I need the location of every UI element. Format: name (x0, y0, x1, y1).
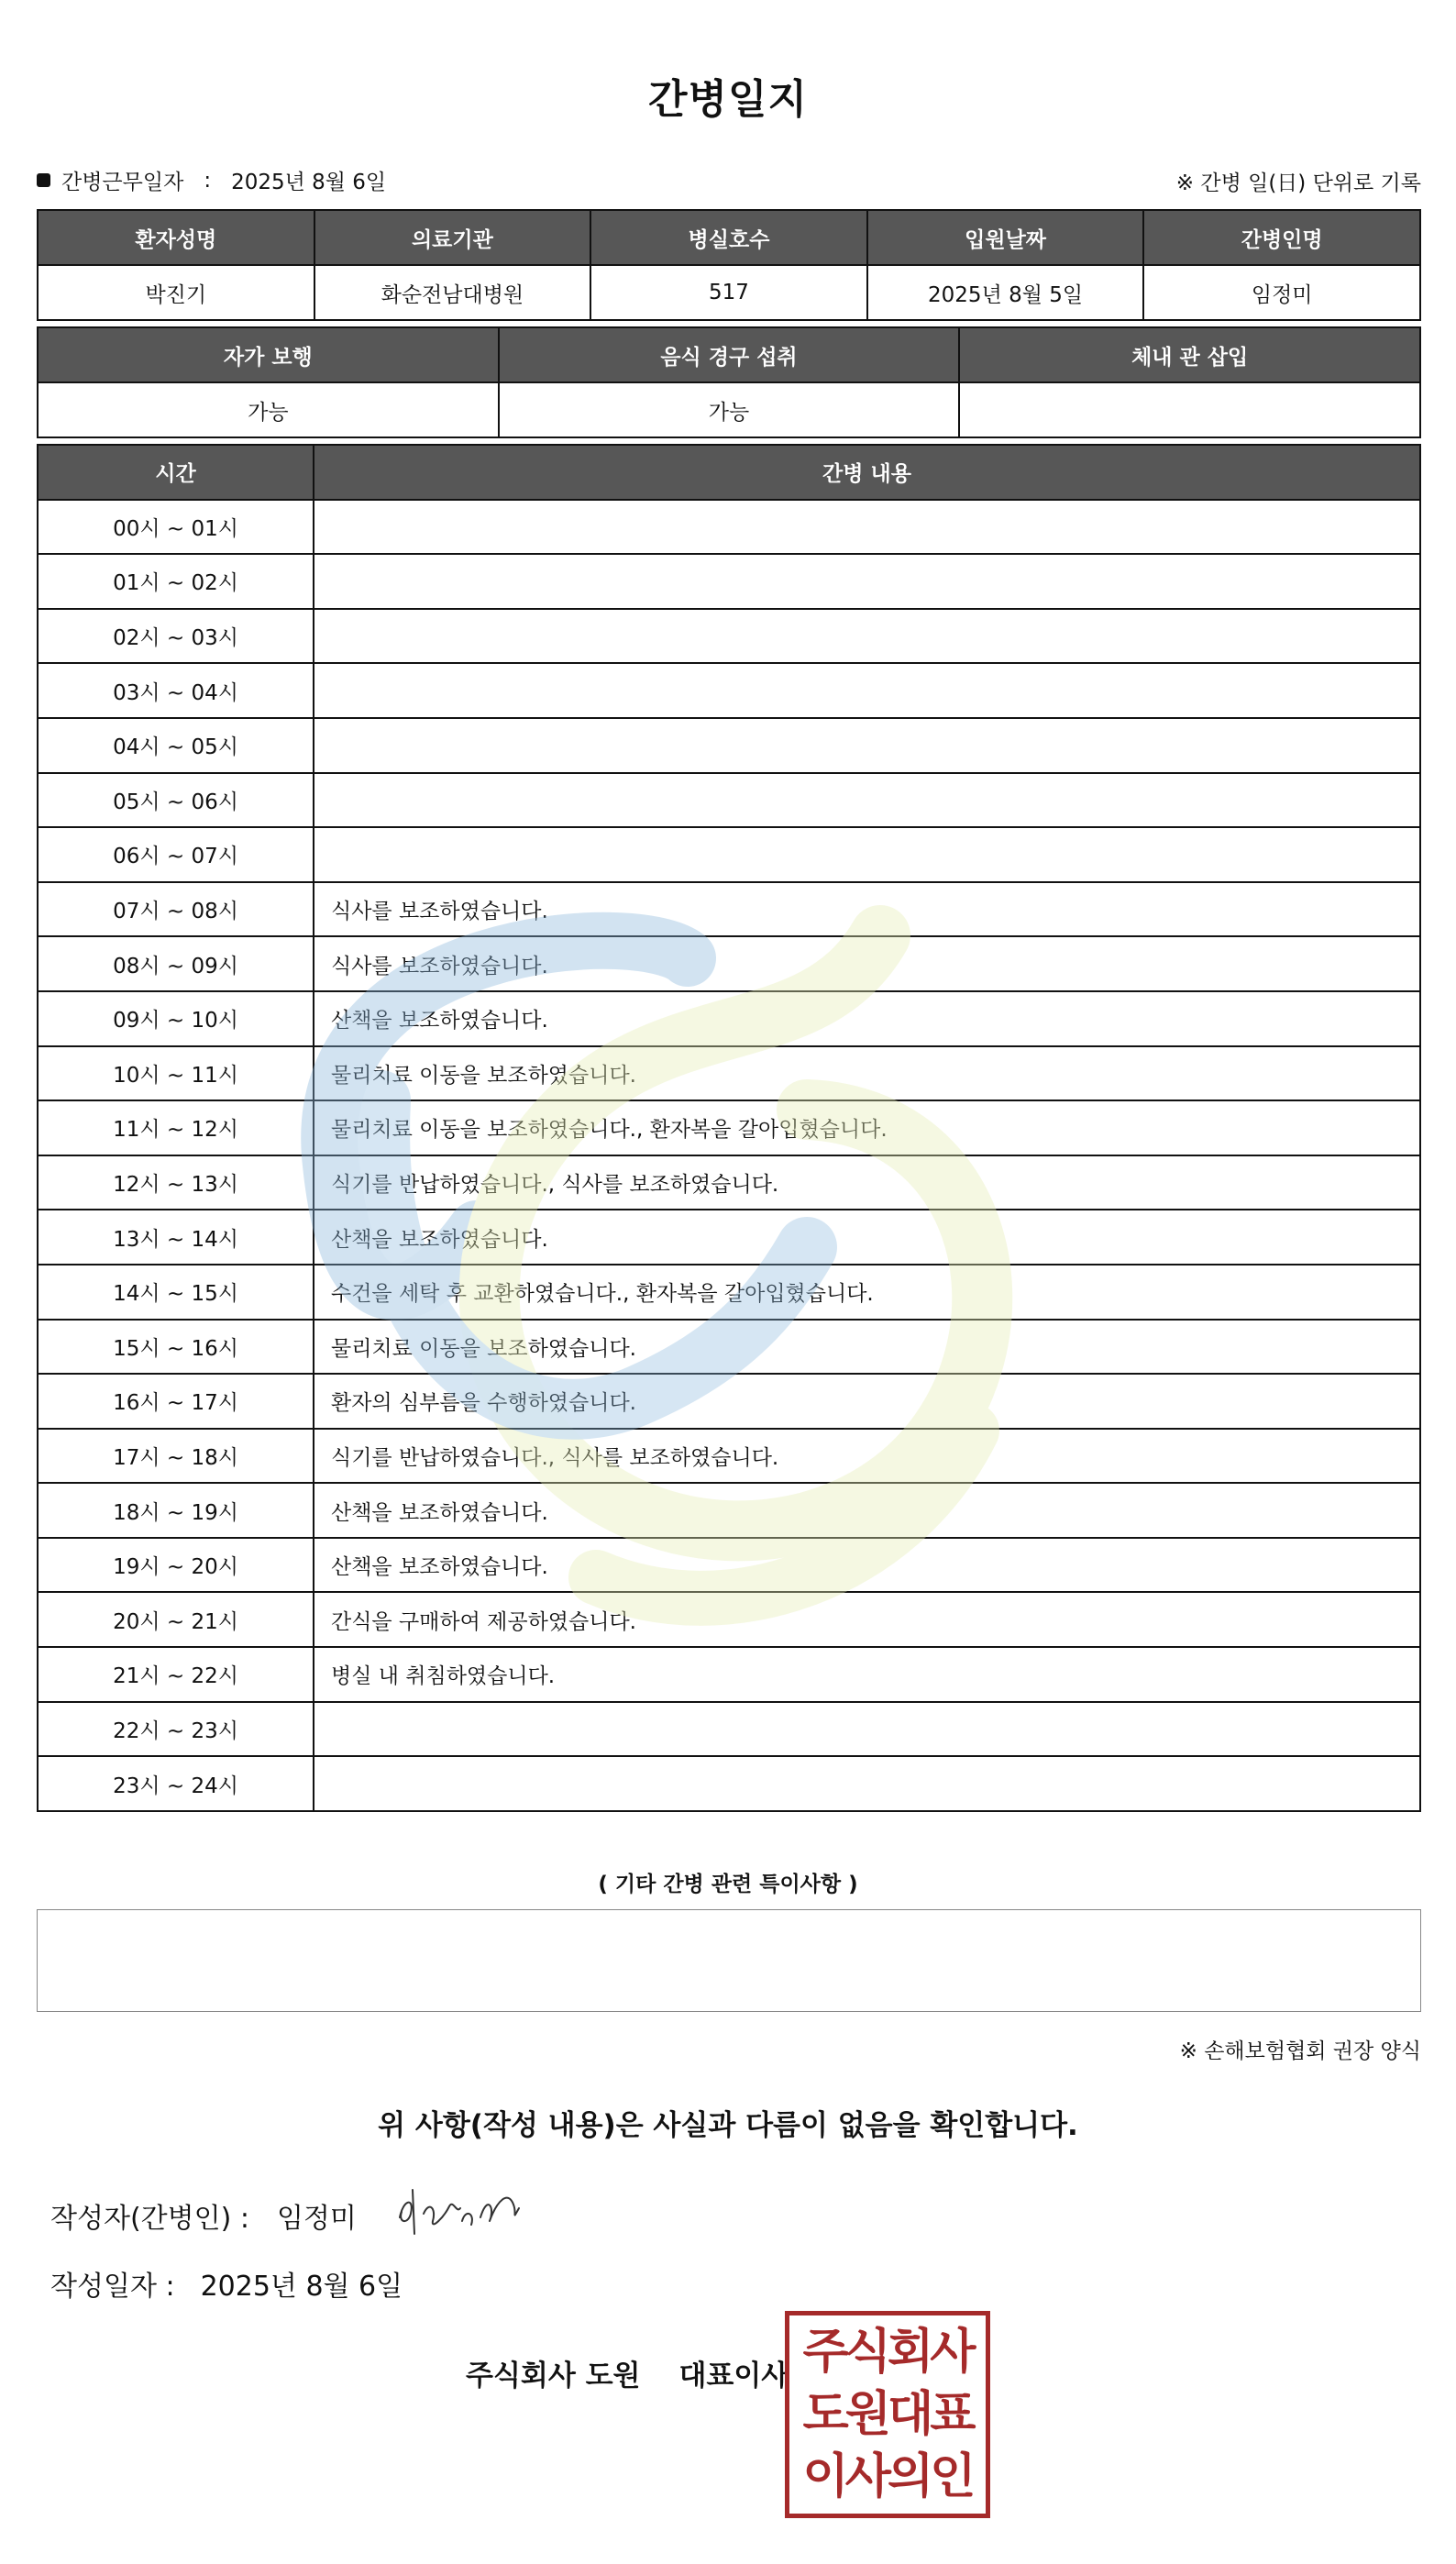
log-time-cell: 03시 ~ 04시 (38, 663, 314, 718)
log-row (38, 1046, 1420, 1101)
hospital-name: 화순전남대병원 (314, 265, 591, 320)
handwritten-signature-icon (392, 2181, 530, 2238)
log-time-cell: 13시 ~ 14시 (38, 1210, 314, 1265)
company-seal-stamp (785, 2311, 990, 2518)
etc-section-title: ( 기타 간병 관련 특이사항 ) (598, 1873, 858, 1896)
log-row (38, 1320, 1420, 1375)
log-time-cell: 15시 ~ 16시 (38, 1320, 314, 1375)
log-content-cell: 물리치료 이동을 보조하였습니다. (314, 1046, 1420, 1101)
log-row (38, 1265, 1420, 1320)
work-date (37, 165, 386, 195)
log-time-cell: 06시 ~ 07시 (38, 827, 314, 882)
log-time-cell: 22시 ~ 23시 (38, 1702, 314, 1757)
log-content-cell (314, 827, 1420, 882)
header-tube-insertion: 체내 관 삽입 (959, 327, 1420, 382)
log-row (38, 500, 1420, 555)
log-row (38, 1702, 1420, 1757)
log-content-cell: 식사를 보조하였습니다. (314, 936, 1420, 991)
log-row (38, 1155, 1420, 1210)
seal-row-2: 도원대표 (802, 2387, 973, 2442)
log-content-cell: 식기를 반납하였습니다., 식사를 보조하였습니다. (314, 1429, 1420, 1484)
log-content-cell (314, 554, 1420, 609)
care-log-table (37, 444, 1421, 1812)
header-self-walking: 자가 보행 (38, 327, 499, 382)
log-content-cell: 산책을 보조하였습니다. (314, 991, 1420, 1046)
header-room: 병실호수 (590, 210, 867, 265)
etc-notes-box (37, 1909, 1421, 2012)
header-hospital: 의료기관 (314, 210, 591, 265)
log-content-cell: 산책을 보조하였습니다. (314, 1483, 1420, 1538)
write-date-label: 작성일자 : (50, 2271, 175, 2303)
patient-value-row (38, 265, 1420, 320)
log-time-cell: 10시 ~ 11시 (38, 1046, 314, 1101)
log-content-cell: 산책을 보조하였습니다. (314, 1538, 1420, 1593)
log-row (38, 1100, 1420, 1155)
header-care-content: 간병 내용 (314, 445, 1420, 500)
log-body (38, 500, 1420, 1811)
log-header-row (38, 445, 1420, 500)
log-content-cell (314, 718, 1420, 773)
log-content-cell: 병실 내 취침하였습니다. (314, 1647, 1420, 1702)
log-time-cell: 07시 ~ 08시 (38, 882, 314, 937)
log-time-cell: 23시 ~ 24시 (38, 1756, 314, 1811)
log-time-cell: 16시 ~ 17시 (38, 1374, 314, 1429)
log-row (38, 1538, 1420, 1593)
writer-line (50, 2195, 357, 2236)
log-row (38, 827, 1420, 882)
log-content-cell (314, 609, 1420, 664)
oral-intake-value: 가능 (499, 382, 960, 437)
admission-date: 2025년 8월 5일 (867, 265, 1144, 320)
log-content-cell (314, 663, 1420, 718)
log-time-cell: 11시 ~ 12시 (38, 1100, 314, 1155)
log-row (38, 1592, 1420, 1647)
log-content-cell: 산책을 보조하였습니다. (314, 1210, 1420, 1265)
unit-note: ※ 간병 일(日) 단위로 기록 (1175, 171, 1421, 195)
header-time: 시간 (38, 445, 314, 500)
seal-row-3: 이사의인 (802, 2449, 973, 2504)
log-content-cell: 환자의 심부름을 수행하였습니다. (314, 1374, 1420, 1429)
log-row (38, 882, 1420, 937)
log-time-cell: 17시 ~ 18시 (38, 1429, 314, 1484)
log-row (38, 1483, 1420, 1538)
log-row (38, 773, 1420, 828)
log-time-cell: 14시 ~ 15시 (38, 1265, 314, 1320)
log-time-cell: 18시 ~ 19시 (38, 1483, 314, 1538)
patient-name: 박진기 (38, 265, 314, 320)
log-time-cell: 21시 ~ 22시 (38, 1647, 314, 1702)
page-title: 간병일지 (647, 76, 808, 123)
log-content-cell: 식기를 반납하였습니다., 식사를 보조하였습니다. (314, 1155, 1420, 1210)
caregiver-name: 임정미 (1143, 265, 1420, 320)
writer-label: 작성자(간병인) : (50, 2203, 249, 2235)
work-date-label: 간병근무일자 (61, 171, 184, 194)
log-content-cell: 식사를 보조하였습니다. (314, 882, 1420, 937)
log-row (38, 663, 1420, 718)
room-number: 517 (590, 265, 867, 320)
log-content-cell: 물리치료 이동을 보조하였습니다., 환자복을 갈아입혔습니다. (314, 1100, 1420, 1155)
log-content-cell: 물리치료 이동을 보조하였습니다. (314, 1320, 1420, 1375)
header-caregiver: 간병인명 (1143, 210, 1420, 265)
log-time-cell: 08시 ~ 09시 (38, 936, 314, 991)
write-date-line (50, 2263, 403, 2304)
log-row (38, 554, 1420, 609)
log-time-cell: 01시 ~ 02시 (38, 554, 314, 609)
log-row (38, 1374, 1420, 1429)
log-content-cell (314, 500, 1420, 555)
tube-insertion-value (959, 382, 1420, 437)
header-oral-intake: 음식 경구 섭취 (499, 327, 960, 382)
representative-title: 대표이사 (678, 2360, 789, 2393)
log-time-cell: 12시 ~ 13시 (38, 1155, 314, 1210)
work-date-colon: : (204, 168, 212, 193)
header-admission-date: 입원날짜 (867, 210, 1144, 265)
company-name: 주식회사 도원 (466, 2360, 641, 2393)
self-walking-value: 가능 (38, 382, 499, 437)
ability-header-row (38, 327, 1420, 382)
log-row (38, 936, 1420, 991)
seal-row-1: 주식회사 (802, 2325, 973, 2380)
patient-header-row (38, 210, 1420, 265)
log-row (38, 609, 1420, 664)
log-content-cell: 수건을 세탁 후 교환하였습니다., 환자복을 갈아입혔습니다. (314, 1265, 1420, 1320)
log-row (38, 1647, 1420, 1702)
log-content-cell: 간식을 구매하여 제공하였습니다. (314, 1592, 1420, 1647)
header-patient-name: 환자성명 (38, 210, 314, 265)
log-time-cell: 00시 ~ 01시 (38, 500, 314, 555)
ability-value-row (38, 382, 1420, 437)
source-note: ※ 손해보험협회 권장 양식 (1179, 2039, 1421, 2063)
log-time-cell: 05시 ~ 06시 (38, 773, 314, 828)
company-line (466, 2352, 789, 2393)
work-date-value: 2025년 8월 6일 (231, 171, 387, 194)
patient-info-table (37, 209, 1421, 321)
log-time-cell: 04시 ~ 05시 (38, 718, 314, 773)
log-row (38, 1210, 1420, 1265)
log-content-cell (314, 773, 1420, 828)
log-content-cell (314, 1756, 1420, 1811)
writer-name: 임정미 (276, 2203, 357, 2235)
log-content-cell (314, 1702, 1420, 1757)
log-row (38, 718, 1420, 773)
ability-table (37, 326, 1421, 438)
log-time-cell: 20시 ~ 21시 (38, 1592, 314, 1647)
log-row (38, 991, 1420, 1046)
bullet-square-icon (37, 173, 50, 187)
log-row (38, 1756, 1420, 1811)
log-time-cell: 19시 ~ 20시 (38, 1538, 314, 1593)
log-time-cell: 02시 ~ 03시 (38, 609, 314, 664)
log-time-cell: 09시 ~ 10시 (38, 991, 314, 1046)
log-row (38, 1429, 1420, 1484)
write-date-value: 2025년 8월 6일 (200, 2271, 403, 2303)
confirmation-statement: 위 사항(작성 내용)은 사실과 다름이 없음을 확인합니다. (378, 2109, 1078, 2142)
